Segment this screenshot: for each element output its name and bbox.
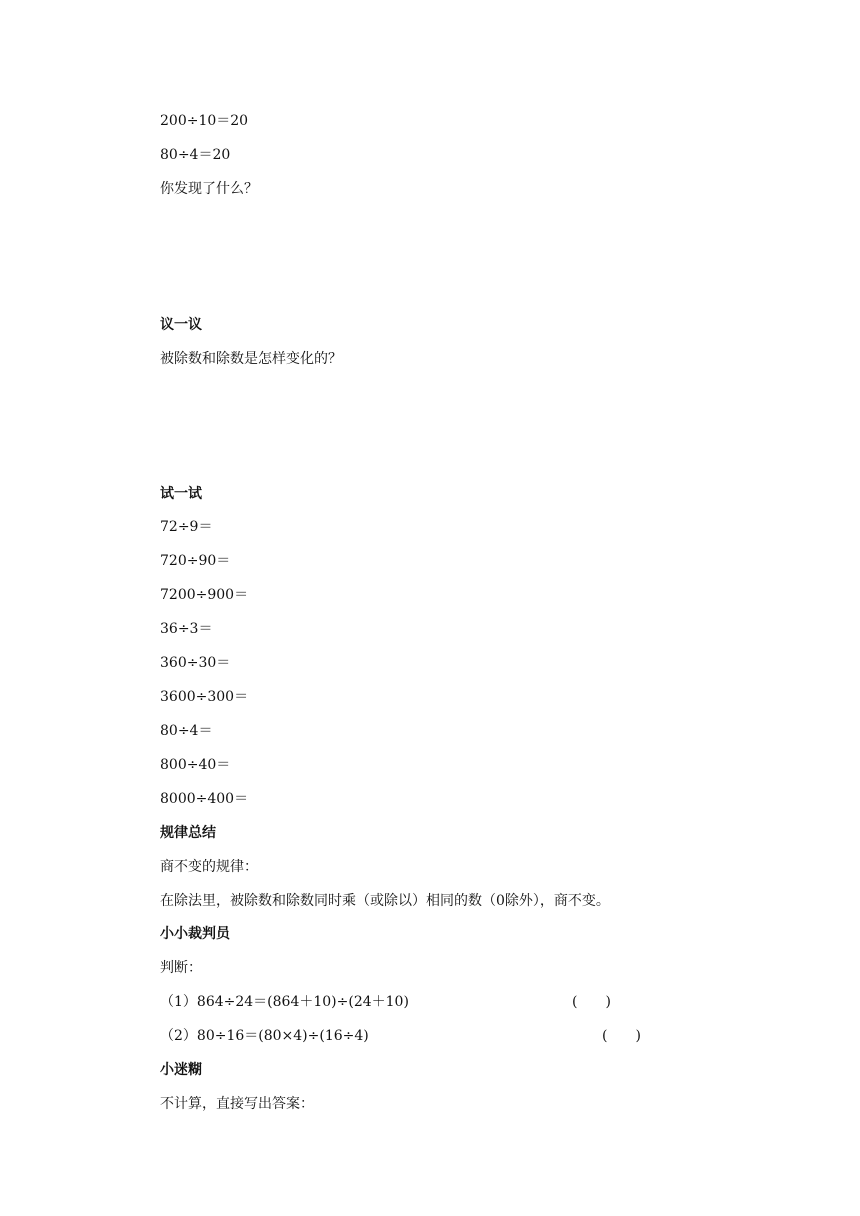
judge-item-1: （1）864÷24＝(864＋10)÷(24＋10) (160, 994, 409, 1010)
rule-heading: 规律总结 (160, 825, 216, 841)
discuss-heading: 议一议 (160, 317, 202, 333)
intro-eq-2: 80÷4＝20 (160, 147, 231, 163)
try-heading: 试一试 (160, 486, 202, 502)
try-item: 36÷3＝ (160, 621, 213, 637)
puzzle-instruction: 不计算，直接写出答案： (160, 1096, 314, 1112)
judge-blank-2[interactable]: ( ) (602, 1028, 641, 1044)
judge-blank-1[interactable]: ( ) (572, 994, 611, 1010)
try-item: 720÷90＝ (160, 553, 231, 569)
try-item: 7200÷900＝ (160, 587, 249, 603)
puzzle-heading: 小迷糊 (160, 1062, 202, 1078)
try-item: 3600÷300＝ (160, 689, 249, 705)
try-item: 8000÷400＝ (160, 791, 249, 807)
try-item: 360÷30＝ (160, 655, 231, 671)
judge-label: 判断： (160, 960, 202, 976)
rule-label: 商不变的规律： (160, 859, 258, 875)
try-item: 800÷40＝ (160, 757, 231, 773)
discuss-question: 被除数和除数是怎样变化的？ (160, 351, 342, 367)
intro-eq-1: 200÷10＝20 (160, 113, 249, 129)
try-item: 72÷9＝ (160, 519, 213, 535)
intro-question: 你发现了什么？ (160, 181, 258, 197)
try-item: 80÷4＝ (160, 723, 213, 739)
judge-item-2: （2）80÷16＝(80×4)÷(16÷4) (160, 1028, 369, 1044)
judge-heading: 小小裁判员 (160, 926, 230, 942)
rule-text: 在除法里，被除数和除数同时乘（或除以）相同的数（0除外），商不变。 (160, 893, 610, 909)
